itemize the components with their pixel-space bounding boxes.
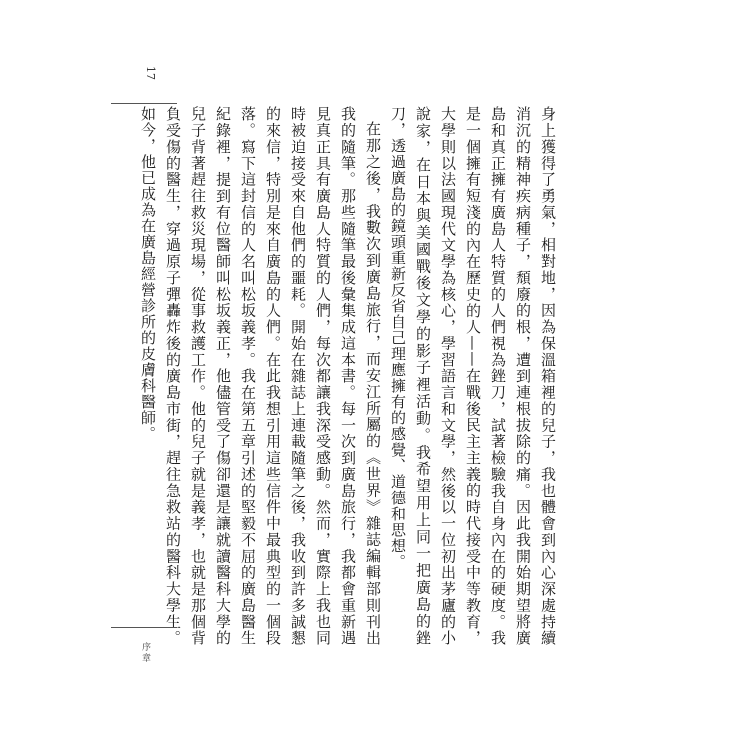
bottom-rule <box>111 627 177 628</box>
top-rule <box>111 103 177 104</box>
running-head: 序章 <box>140 642 150 664</box>
paragraph-2: 在那之後，我數次到廣島旅行，而安江所屬的《世界》雜誌編輯部則刊出我的隨筆。那些隨筆最後彙集成這本書。每一次到廣島旅行，我都會重新遇見真正具有廣島人特質的人們，每次都讓我深受感動。然而，實際上我也同時被迫接受來自他們的噩耗。開始在雜誌上連載隨筆之後，我收到許多誠懇的來信，特別是來自廣島的人們。在此我想引用這些信件中最典型的一個段落。寫下這封信的人名叫松坂義孝。我在第五章引述的堅毅不屈的廣島醫生紀錄裡，提到有位醫師叫松坂義正，他儘管受了傷卻還是讓就讀醫科大學的兒子背著趕往救災現場，從事救護工作。他的兒子就是義孝，也就是那個背負受傷的醫生，穿過原子彈轟炸後的廣島市街，趕往急救站的醫科大學生。如今，他已成為在廣島經營診所的皮膚科醫師。 <box>139 106 382 646</box>
body-text <box>139 106 560 646</box>
paragraph-1: 身上獲得了勇氣，相對地，因為保溫箱裡的兒子，我也體會到內心深處持續消沉的精神疾病種子，頹廢的根，遭到連根拔除的痛。因此我開始期望將廣島和真正擁有廣島人特質的人們視為銼刀，試著檢驗我自身內在的硬度。我是一個擁有短淺的內在歷史的人——在戰後民主主義的時代接受中等教育，大學則以法國現代文學為核心，學習語言和文學，然後以一位初出茅廬的小說家，在日本與美國戰後文學的影子裡活動。我希望用上同一把廣島的銼刀，透過廣島的鏡頭重新反省自己理應擁有的感覺、道德和思想。 <box>389 106 557 646</box>
page-number: 17 <box>144 66 157 80</box>
